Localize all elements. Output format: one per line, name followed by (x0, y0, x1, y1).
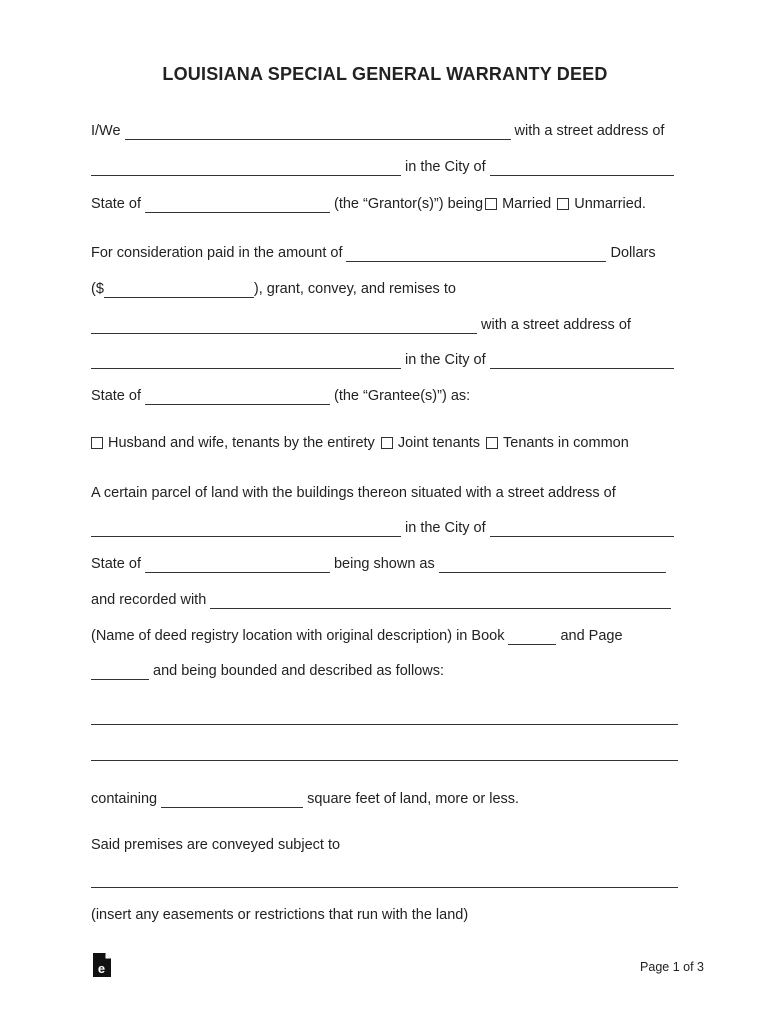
grantee-street-label: with a street address of (481, 317, 631, 333)
grantee-street-field[interactable] (91, 354, 401, 369)
subject-to-label: Said premises are conveyed subject to (91, 837, 341, 853)
parcel-street-field[interactable] (91, 522, 401, 537)
parcel-intro-label: A certain parcel of land with the buildings thereon situated with a street address of (91, 485, 616, 501)
joint-tenants-label: Joint tenants (397, 435, 481, 451)
unmarried-checkbox[interactable] (557, 198, 569, 210)
book-field[interactable] (508, 630, 556, 645)
grantor-state-label: State of (91, 196, 141, 212)
page-number: Page 1 of 3 (640, 960, 704, 974)
easements-note-line (91, 906, 468, 924)
married-checkbox[interactable] (485, 198, 497, 210)
parcel-city-field[interactable] (490, 522, 674, 537)
grantee-as-label: (the “Grantee(s)”) as: (333, 388, 471, 404)
consideration-label: For consideration paid in the amount of (91, 245, 343, 261)
grantee-address-line (91, 351, 678, 369)
husband-wife-checkbox[interactable] (91, 437, 103, 449)
grantor-state-line (91, 195, 646, 213)
recorded-with-label: and recorded with (91, 592, 207, 608)
recorded-with-line (91, 591, 675, 609)
parcel-state-line (91, 555, 670, 573)
grantor-state-field[interactable] (145, 198, 330, 213)
shown-as-field[interactable] (439, 558, 666, 573)
iwe-label: I/We (91, 123, 121, 139)
parcel-state-field[interactable] (145, 558, 330, 573)
grantee-name-line (91, 316, 631, 334)
grantee-name-field[interactable] (91, 319, 477, 334)
grantee-city-field[interactable] (490, 354, 674, 369)
shown-as-label: being shown as (333, 556, 435, 572)
logo-letter: e (97, 961, 106, 976)
parcel-city-label: in the City of (405, 520, 486, 536)
containing-label: containing (91, 791, 158, 807)
registry-label: (Name of deed registry location with original description) in Book (91, 628, 505, 644)
unmarried-label: Unmarried. (574, 196, 646, 212)
consideration-line (91, 244, 656, 262)
and-page-label: and Page (560, 628, 623, 644)
parcel-address-line (91, 519, 678, 537)
grantor-street-label: with a street address of (514, 123, 665, 139)
description-line-1[interactable] (91, 724, 678, 725)
grantee-state-line (91, 387, 470, 405)
married-label: Married (502, 196, 552, 212)
tenancy-line (91, 434, 629, 452)
square-feet-field[interactable] (161, 793, 303, 808)
grantor-being-label: (the “Grantor(s)”) being (333, 196, 484, 212)
page-bounded-line (91, 662, 444, 680)
eforms-logo-icon (93, 953, 111, 977)
square-feet-label: square feet of land, more or less. (307, 791, 520, 807)
dollars-label: Dollars (610, 245, 656, 261)
parcel-state-label: State of (91, 556, 141, 572)
easements-field[interactable] (91, 887, 678, 888)
grantor-name-line (91, 122, 664, 140)
tenants-in-common-label: Tenants in common (503, 435, 629, 451)
grantor-city-label: in the City of (405, 159, 486, 175)
document-title: LOUISIANA SPECIAL GENERAL WARRANTY DEED (162, 64, 608, 84)
grantor-address-line (91, 158, 678, 176)
grantee-city-label: in the City of (405, 352, 486, 368)
grantor-street-field[interactable] (91, 161, 401, 176)
description-line-2[interactable] (91, 760, 678, 761)
recorded-with-field[interactable] (210, 594, 671, 609)
parcel-intro-line (91, 484, 616, 502)
grantor-city-field[interactable] (490, 161, 674, 176)
page-field[interactable] (91, 665, 149, 680)
document-logo-icon (93, 953, 111, 977)
dollar-open-label: ($ (91, 281, 104, 297)
subject-to-line (91, 836, 340, 854)
easements-note: (insert any easements or restrictions that run with the land) (91, 907, 469, 923)
husband-wife-label: Husband and wife, tenants by the entirety (108, 435, 375, 451)
grantee-state-label: State of (91, 388, 141, 404)
joint-tenants-checkbox[interactable] (381, 437, 393, 449)
bounded-label: and being bounded and described as follows: (153, 663, 445, 679)
consideration-amount-line (91, 280, 456, 298)
tenants-in-common-checkbox[interactable] (486, 437, 498, 449)
containing-line (91, 790, 519, 808)
grant-label: ), grant, convey, and remises to (253, 281, 456, 297)
registry-line (91, 627, 623, 645)
consideration-words-field[interactable] (346, 247, 606, 262)
grantee-state-field[interactable] (145, 390, 330, 405)
consideration-amount-field[interactable] (104, 283, 254, 298)
grantor-name-field[interactable] (125, 125, 511, 140)
